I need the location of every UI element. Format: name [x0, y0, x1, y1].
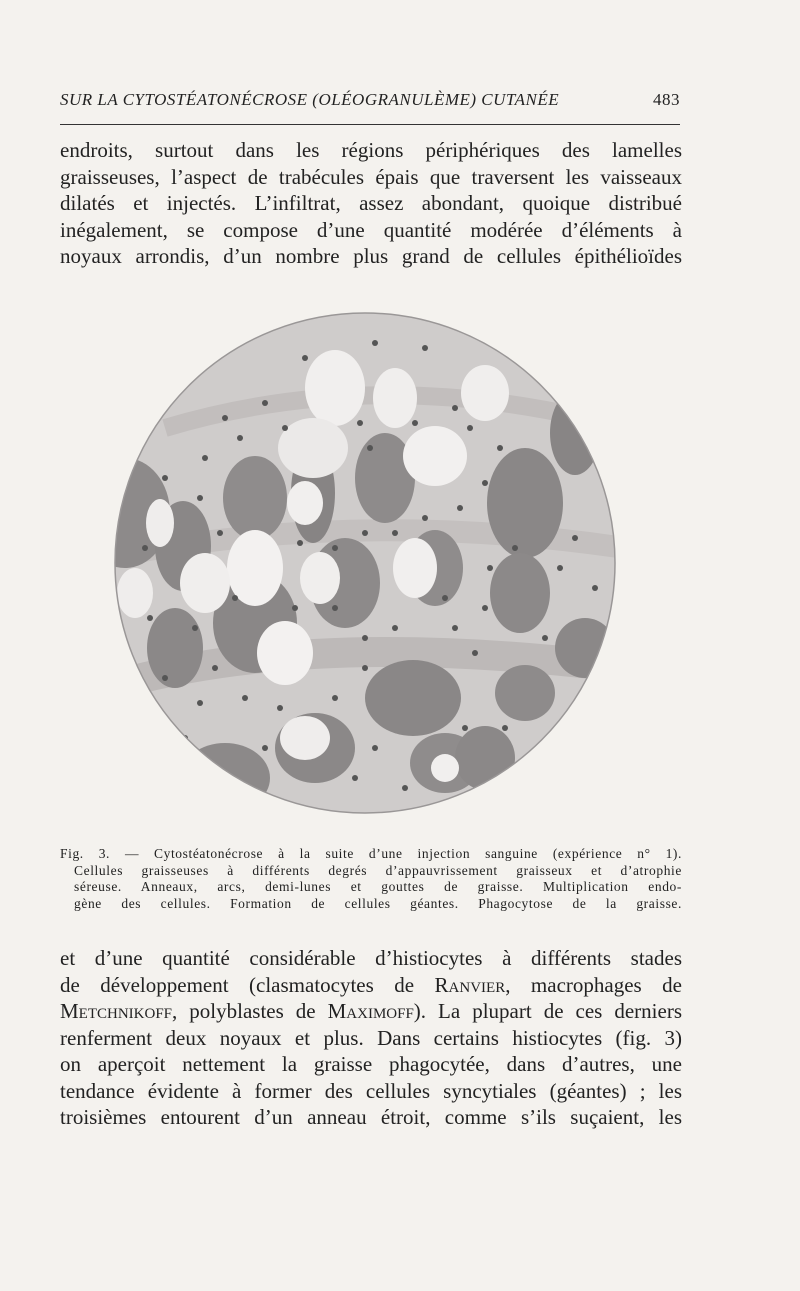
text-line: graisseuses, l’aspect de trabécules épais que traversent les vaisseaux [60, 164, 682, 189]
text-line: endroits, surtout dans les régions périphériques des lamelles [60, 138, 682, 162]
text-line: dilatés et injectés. L’infiltrat, assez abondant, quoique distribué [60, 191, 682, 215]
caption-line: Cellules graisseuses à différents degrés d’appauvrissement graisseux et d’atrophie [74, 862, 682, 878]
text-line: renferment deux noyaux et plus. Dans certains histiocytes (fig. 3) [60, 1025, 682, 1050]
text-line: noyaux arrondis, d’un nombre plus grand de cellules épithélioïdes [60, 244, 682, 268]
text-line: troisièmes entourent d’un anneau étroit, comme s’ils suçaient, les [60, 1105, 682, 1129]
text-line [60, 972, 682, 999]
top-paragraph [60, 137, 682, 270]
caption-line: séreuse. Anneaux, arcs, demi-lunes et gouttes de graisse. Multiplication endo- [74, 879, 682, 894]
author-name: Metchnikoff [60, 999, 173, 1023]
caption-line: gène des cellules. Formation de cellules géantes. Phagocytose de la graisse. [74, 895, 682, 911]
running-title: SUR LA CYTOSTÉATONÉCROSE (OLÉOGRANULÈME) CUTANÉE [60, 90, 560, 109]
text-fragment: , polyblastes de [172, 999, 328, 1023]
text-line [60, 998, 682, 1025]
author-name: Ranvier [434, 972, 506, 997]
micrograph-figure [105, 308, 625, 828]
text-fragment: , macrophages de [505, 972, 682, 997]
text-line: et d’une quantité considérable d’histiocytes à différents stades [60, 946, 682, 970]
page-number: 483 [653, 90, 680, 109]
running-header [60, 90, 680, 110]
author-name: Maximoff [327, 999, 414, 1023]
text-line: inégalement, se compose d’une quantité modérée d’éléments à [60, 217, 682, 242]
header-rule [60, 124, 680, 125]
bottom-paragraph [60, 945, 682, 1131]
text-line: on aperçoit nettement la graisse phagocytée, dans d’autres, une [60, 1052, 682, 1076]
text-fragment: ). La plupart de ces derniers [413, 999, 682, 1023]
figure-caption [60, 846, 682, 912]
caption-line: Fig. 3. — Cytostéatonécrose à la suite d’une injection sanguine (expérience n° 1). [60, 846, 682, 861]
text-line: tendance évidente à former des cellules syncytiales (géantes) ; les [60, 1078, 682, 1103]
text-fragment: de développement (clasmatocytes de [60, 972, 435, 997]
